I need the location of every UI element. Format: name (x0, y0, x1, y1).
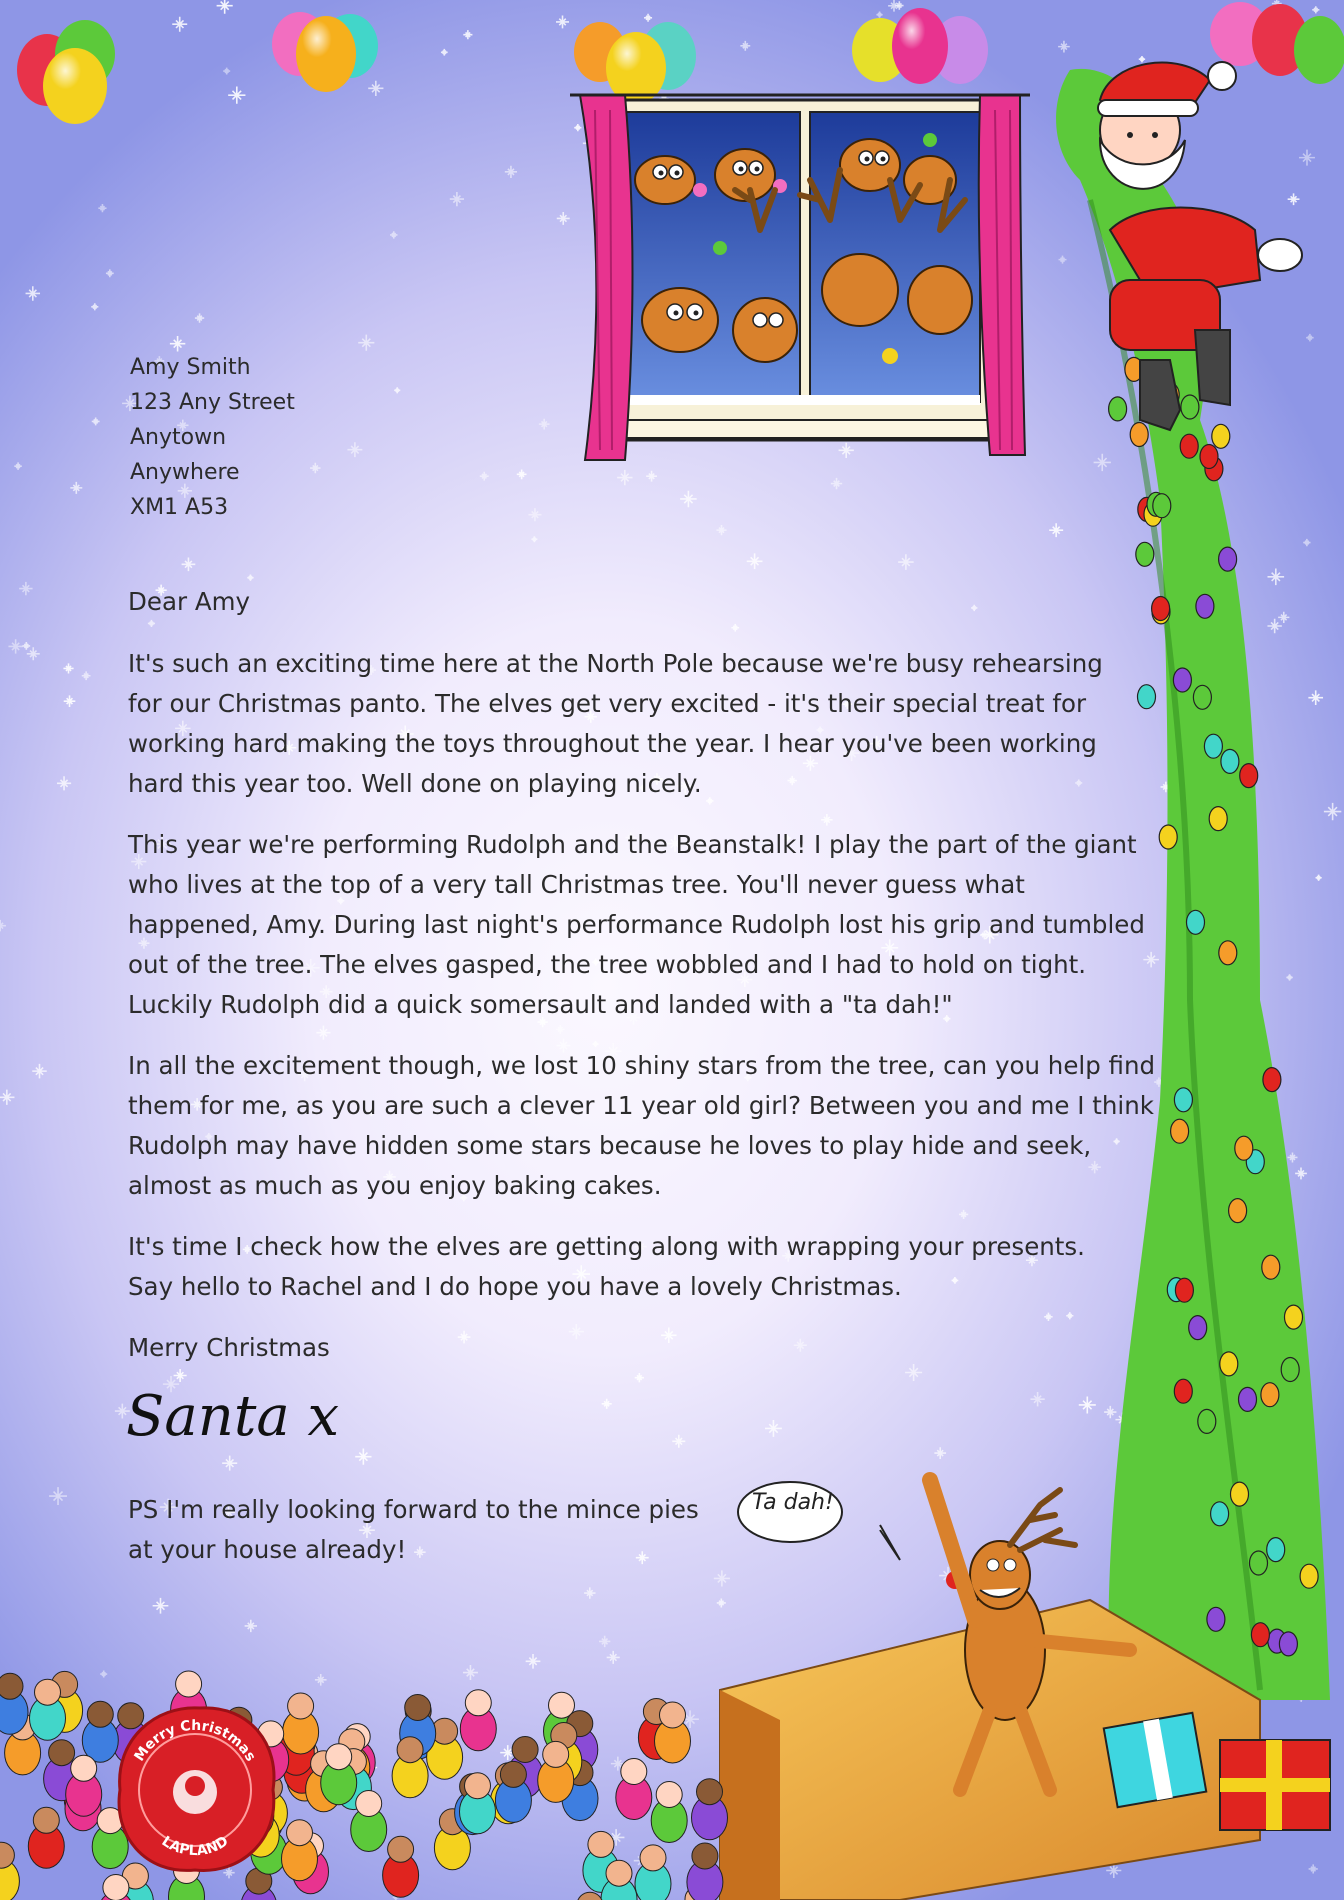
snow-star (740, 41, 750, 51)
bauble (1159, 825, 1177, 849)
audience-head (71, 1755, 97, 1781)
snow-star (714, 1570, 730, 1586)
snow-star (617, 470, 632, 485)
audience-head (103, 1875, 129, 1900)
snow-star (347, 442, 362, 457)
snow-star (1030, 1392, 1044, 1406)
bauble (1240, 764, 1258, 788)
bauble (1212, 424, 1230, 448)
audience-head (287, 1820, 313, 1846)
snow-star (602, 1399, 612, 1409)
snow-star (1288, 193, 1300, 205)
audience-head (49, 1740, 75, 1766)
snow-star (646, 471, 657, 482)
snow-star (463, 30, 472, 39)
audience-head (397, 1737, 423, 1763)
snow-star (245, 1620, 257, 1632)
svg-text:LAPLAND (159, 1833, 232, 1859)
snow-star (1299, 150, 1315, 166)
snow-star (1139, 56, 1145, 62)
letter-body (128, 582, 1156, 1389)
snow-star (70, 482, 82, 494)
bauble (1200, 445, 1218, 469)
bauble (1267, 1538, 1285, 1562)
snow-star (716, 525, 726, 535)
audience-head (692, 1843, 718, 1869)
snow-star (505, 166, 517, 178)
closing: Merry Christmas (128, 1333, 330, 1362)
paragraph: In all the excitement though, we lost 10 shiny stars from the tree, can you help find them for me, as you are such a clever 11 year old girl? Between you and me I think Rudolph may have hidden some stars because he loves to play hide and seek, almost as much as you enjoy baking cakes. (128, 1051, 1156, 1200)
snow-star (14, 462, 21, 469)
audience-head (543, 1741, 569, 1767)
paragraph: It's time I check how the elves are getting along with wrapping your presents. Say hello to Rachel and I do hope you have a lovely Christmas. (128, 1232, 1085, 1301)
bauble (1250, 1551, 1268, 1575)
audience-head (656, 1782, 682, 1808)
bauble (1211, 1502, 1229, 1526)
bauble (1174, 1379, 1192, 1403)
snow-star (19, 582, 32, 595)
bauble (1263, 1068, 1281, 1092)
snow-star (1094, 454, 1111, 471)
snow-star (839, 443, 854, 458)
address-town: Anytown (130, 425, 227, 450)
audience-head (176, 1671, 202, 1697)
bauble (1300, 1564, 1318, 1588)
snow-star (1324, 803, 1341, 820)
audience-head (640, 1845, 666, 1871)
bauble (1285, 1305, 1303, 1329)
bauble (1189, 1316, 1207, 1340)
paragraph: This year we're performing Rudolph and the Beanstalk! I play the part of the giant who lives at the top of a very tall Christmas tree. You'll never guess what happened, Amy. During last night's performance Rudolph lost his grip and tumbled out of the tree. The elves gasped, the tree wobbled and I had to hold on tight. Luckily Rudolph did a quick somersault and landed with a "ta dah!" (128, 830, 1145, 1019)
bauble (1136, 542, 1154, 566)
seal-line2: LAPLAND (158, 1833, 232, 1860)
signature: Santa x (126, 1384, 340, 1449)
snow-star (315, 1674, 327, 1686)
snow-star (172, 17, 187, 32)
snow-star (574, 124, 581, 131)
bauble (1153, 494, 1171, 518)
audience-head (500, 1761, 526, 1787)
snow-star (1308, 690, 1323, 705)
snow-star (1268, 569, 1285, 586)
address-region: Anywhere (130, 460, 240, 485)
snow-star (1267, 619, 1281, 633)
snow-star (441, 49, 448, 56)
bauble (1193, 685, 1211, 709)
snow-star (358, 335, 374, 351)
snow-star (747, 553, 763, 569)
audience-head (465, 1690, 491, 1716)
snow-star (517, 469, 527, 479)
snow-star (765, 1420, 782, 1437)
audience-head (388, 1836, 414, 1862)
snow-star (247, 574, 253, 580)
snow-star (0, 1090, 14, 1105)
snow-star (556, 15, 569, 28)
snow-star (8, 639, 22, 653)
snow-star (82, 671, 91, 680)
address-postcode: XM1 A53 (130, 495, 229, 520)
snow-star (644, 14, 652, 22)
snow-star (539, 419, 550, 430)
audience-head (660, 1702, 686, 1728)
snow-star (355, 1448, 371, 1464)
recipient-address (130, 350, 295, 525)
snow-star (1315, 875, 1321, 881)
bauble (1281, 1358, 1299, 1382)
bauble (1175, 1278, 1193, 1302)
audience-head (465, 1773, 491, 1799)
audience-head (33, 1807, 59, 1833)
snow-star (57, 776, 71, 790)
snow-star (64, 695, 76, 707)
bauble (1235, 1136, 1253, 1160)
bauble (1173, 668, 1191, 692)
greeting: Dear Amy (128, 587, 250, 616)
audience-head (621, 1759, 647, 1785)
audience-head (0, 1673, 23, 1699)
snow-star (98, 204, 106, 212)
bauble (1130, 423, 1148, 447)
wax-seal-text (110, 1705, 280, 1875)
paragraph: It's such an exciting time here at the North Pole because we're busy rehearsing for our Christmas panto. The elves get very excited - it's their special treat for working hard making the toys throughout the year. I hear you've been working hard this year too. Well done on playing nicely. (128, 649, 1103, 798)
bauble (1219, 547, 1237, 571)
audience-head (588, 1831, 614, 1857)
snow-star (480, 472, 489, 481)
audience-head (356, 1791, 382, 1817)
snow-star (584, 1587, 595, 1598)
snow-star (607, 1651, 620, 1664)
address-street: 123 Any Street (130, 390, 295, 415)
snow-star (934, 1447, 946, 1459)
bauble (1187, 910, 1205, 934)
snow-star (222, 1456, 237, 1471)
audience-head (35, 1679, 61, 1705)
snow-star (888, 0, 900, 12)
snow-star (106, 269, 114, 277)
snow-star (0, 920, 6, 932)
bauble (1196, 594, 1214, 618)
snow-star (1287, 1152, 1297, 1162)
snow-star (182, 557, 196, 571)
snow-star (310, 463, 320, 473)
snow-star (1079, 1396, 1096, 1413)
snow-star (1295, 1168, 1307, 1180)
snow-star (1058, 41, 1070, 53)
snow-star (1306, 334, 1313, 341)
snow-star (390, 231, 397, 238)
bauble (1180, 434, 1198, 458)
audience-head (288, 1693, 314, 1719)
bauble (1174, 1088, 1192, 1112)
reindeer-window (570, 95, 1030, 460)
snow-star (831, 478, 842, 489)
snow-star (876, 12, 882, 18)
snow-star (531, 536, 537, 542)
snow-star (22, 642, 30, 650)
bauble (1239, 1387, 1257, 1411)
snow-star (26, 286, 40, 300)
bauble (1261, 1383, 1279, 1407)
svg-text:Merry Christmas (132, 1718, 259, 1764)
bauble (1231, 1482, 1249, 1506)
snow-star (1278, 612, 1289, 623)
snow-star (92, 417, 100, 425)
bauble (1209, 807, 1227, 831)
bauble (1181, 395, 1199, 419)
snow-star (100, 1671, 107, 1678)
audience-head (577, 1892, 603, 1900)
postscript: PS I'm really looking forward to the mince pies at your house already! (128, 1495, 699, 1564)
seal-line1: Merry Christmas (131, 1717, 259, 1765)
snow-star (368, 81, 383, 96)
bauble (1279, 1632, 1297, 1656)
snow-star (717, 1598, 726, 1607)
bauble (1220, 1352, 1238, 1376)
snow-star (557, 212, 570, 225)
snow-star (223, 68, 230, 75)
bauble (1207, 1607, 1225, 1631)
snow-star (526, 1654, 541, 1669)
snow-star (32, 1064, 46, 1078)
snow-star (1309, 1864, 1318, 1873)
address-name: Amy Smith (130, 355, 251, 380)
bauble (1219, 941, 1237, 965)
bauble (1262, 1255, 1280, 1279)
snow-star (1059, 256, 1067, 264)
audience-head (326, 1744, 352, 1770)
snow-star (27, 647, 40, 660)
snow-star (228, 87, 245, 104)
snow-star (1049, 523, 1063, 537)
snow-star (680, 491, 697, 508)
snow-star (450, 192, 464, 206)
speech-bubble-text: Ta dah! (752, 1490, 834, 1515)
snow-star (672, 1435, 685, 1448)
bauble (1152, 597, 1170, 621)
snow-star (1286, 974, 1292, 980)
snow-star (195, 313, 204, 322)
bauble (1221, 749, 1239, 773)
snow-star (217, 0, 233, 14)
audience-head (405, 1695, 431, 1721)
bauble (1171, 1119, 1189, 1143)
bauble (1198, 1409, 1216, 1433)
snow-star (91, 303, 98, 310)
snow-star (1312, 6, 1319, 13)
snow-star (463, 1665, 478, 1680)
bauble (1251, 1623, 1269, 1647)
snow-star (1303, 539, 1310, 546)
snow-star (898, 554, 914, 570)
snow-star (1104, 1406, 1116, 1418)
snow-star (528, 508, 541, 521)
audience-head (606, 1860, 632, 1886)
bauble (1109, 397, 1127, 421)
snow-star (394, 387, 400, 393)
bauble (1204, 734, 1222, 758)
audience-head (512, 1737, 538, 1763)
snow-star (153, 1598, 169, 1614)
snow-star (63, 663, 73, 673)
audience-head (697, 1779, 723, 1805)
snow-star (599, 1636, 610, 1647)
snow-star (49, 1487, 67, 1505)
bauble (1229, 1199, 1247, 1223)
